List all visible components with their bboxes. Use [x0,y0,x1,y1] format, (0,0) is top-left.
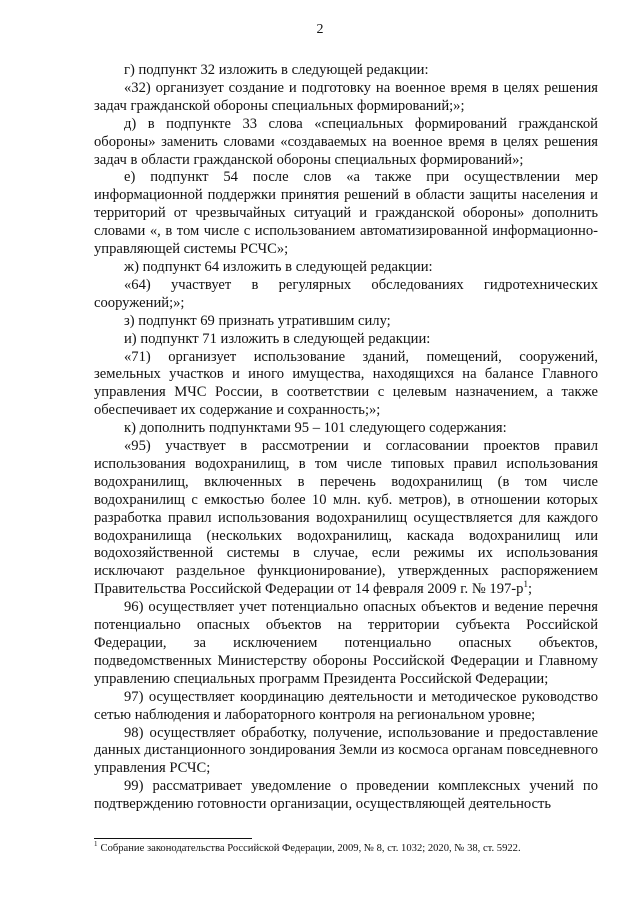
paragraph-99: 99) рассматривает уведомление о проведении комплексных учений по подтверждению готовности организации, осуществляющей деятельность [94,778,598,813]
paragraph-i: и) подпункт 71 изложить в следующей редакции: [124,330,431,347]
paragraph-96: 96) осуществляет учет потенциально опасных объектов и ведение перечня потенциально опасных объектов на территории субъекта Российской Федерации, за исключением потенциально опасных объектов, подведомственных Министерству обороны Российской Федерации и Главному управлению специальных программ Президента Российской Федерации; [94,599,598,687]
paragraph-z: з) подпункт 69 признать утратившим силу; [124,312,391,329]
paragraph-98: 98) осуществляет обработку, получение, использование и предоставление данных дистанционного зондирования Земли из космоса органам повседневного управления РСЧС; [94,724,598,777]
footnote-reference: 1 [523,579,528,590]
paragraph-95 [94,438,598,599]
paragraph-97: 97) осуществляет координацию деятельности и методическое руководство сетью наблюдения и лабораторного контроля на региональном уровне; [94,688,598,723]
paragraph-64: «64) участвует в регулярных обследованиях гидротехнических сооружений;»; [94,276,598,311]
page-number: 2 [316,22,324,37]
paragraph-95-text: «95) участвует в рассмотрении и согласовании проектов правил использования водохранилищ, в том числе типовых правил использования водохранилищ, включенных в перечень водохранилищ (в том числе водохранилищ с емкостью более 10 млн. куб. метров), в отношении которых разработка правил использования водохранилищ осуществляется для каждого водохранилища (нескольких водохранилищ, каскада водохранилищ или водохозяйственной системы в случае, если режимы их использования исключают раздельное функционирование), утвержденных распоряжением Правительства Российской Федерации от 14 февраля 2009 г. № 197-р [94,438,598,598]
footnote [94,842,598,855]
paragraph-g: г) подпункт 32 изложить в следующей редакции: [124,62,429,78]
footnote-marker: 1 [94,840,98,849]
footnote-text: Собрание законодательства Российской Федерации, 2009, № 8, ст. 1032; 2020, № 38, ст. 5922. [100,843,521,854]
footnote-divider [94,838,252,839]
paragraph-k: к) дополнить подпунктами 95 – 101 следующего содержания: [124,420,507,437]
paragraph-71: «71) организует использование зданий, помещений, сооружений, земельных участков и иного имущества, находящихся на балансе Главного управления МЧС России, в соответствии с целевым назначением, а также обеспечивает их содержание и сохранность;»; [94,348,598,419]
paragraph-e: е) подпункт 54 после слов «а также при осуществлении мер информационной поддержки принятия решений в области защиты населения и территорий от чрезвычайных ситуаций и гражданской обороны» дополнить словами «, в том числе с использованием автоматизированной информационно-управляющей системы РСЧС»; [94,169,598,258]
document-body [94,62,598,814]
paragraph-95-tail: ; [527,581,533,598]
paragraph-d: д) в подпункте 33 слова «специальных формирований гражданской обороны» заменить словами «создаваемых на военное время в целях решения задач в области гражданской обороны специальных формирований»; [94,115,598,168]
paragraph-32: «32) организует создание и подготовку на военное время в целях решения задач гражданской обороны специальных формирований;»; [94,79,598,114]
paragraph-zh: ж) подпункт 64 изложить в следующей редакции: [124,258,433,275]
